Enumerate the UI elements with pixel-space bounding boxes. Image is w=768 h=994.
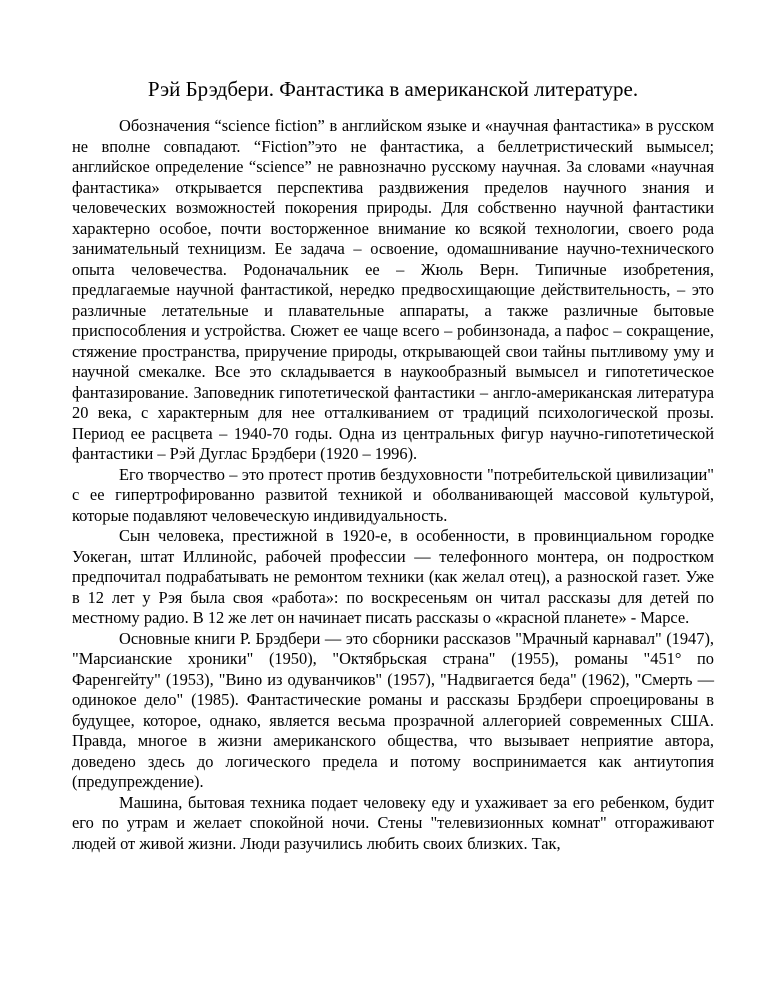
paragraph-biography: Сын человека, престижной в 1920-е, в особенности, в провинциальном городке Уокеган, штат Иллинойс, рабочей профессии — телефонного монтера, он подростком предпочитал подрабатывать не ремонтом техники (как желал отец), а разноской газет. Уже в 12 лет у Рэя была своя «работа»: по воскресеньям он читал рассказы для детей по местному радио. В 12 же лет он начинает писать рассказы о «красной планете» - Марсе. — [72, 526, 714, 627]
document-page — [72, 0, 714, 854]
paragraph-creative-protest: Его творчество – это протест против бездуховности "потребительской цивилизации" с ее гипертрофированно развитой техникой и оболванивающей массовой культурой, которые подавляют человеческую индивидуальность. — [72, 464, 714, 525]
document-body — [72, 116, 714, 854]
paragraph-machines: Машина, бытовая техника подает человеку еду и ухаживает за его ребенком, будит его по утрам и желает спокойной ночи. Стены "телевизионных комнат" отгораживают людей от живой жизни. Люди разучились любить своих близких. Так, — [72, 792, 714, 853]
paragraph-main-books: Основные книги Р. Брэдбери — это сборники рассказов "Мрачный карнавал" (1947), "Марсианские хроники" (1950), "Октябрьская страна" (1955), романы "451° по Фаренгейту" (1953), "Вино из одуванчиков" (1957), "Надвигается беда" (1962), "Смерть — одинокое дело" (1985). Фантастические романы и рассказы Брэдбери спроецированы в будущее, которое, однако, является весьма прозрачной аллегорией современных США. Правда, многое в жизни американского общества, что вызывает неприятие автора, доведено здесь до логического предела и потому воспринимается как антиутопия (предупреждение). — [72, 628, 714, 791]
paragraph-science-fiction-intro: Обозначения “science fiction” в английском языке и «научная фантастика» в русском не вполне совпадают. “Fiction”это не фантастика, а беллетристический вымысел; английское определение “science” не равнозначно русскому научная. За словами «научная фантастика» открывается перспектива раздвижения пределов научного знания и человеческих возможностей покорения природы. Для собственно научной фантастики характерно особое, почти восторженное внимание ко всякой технологии, своего рода занимательный техницизм. Ее задача – освоение, одомашнивание научно-технического опыта человечества. Родоначальник ее – Жюль Верн. Типичные изобретения, предлагаемые научной фантастикой, нередко предвосхищающие действительность, – это различные летательные и плавательные аппараты, а также различные бытовые приспособления и устройства. Сюжет ее чаще всего – робинзонада, а пафос – сокращение, стяжение пространства, приручение природы, открывающей свои тайны пытливому уму и научной смекалке. Все это складывается в наукообразный вымысел и гипотетическое фантазирование. Заповедник гипотетической фантастики – англо-американская литература 20 века, с характерным для нее отталкиванием от традиций психологической прозы. Период ее расцвета – 1940-70 годы. Одна из центральных фигур научно-гипотетической фантастики – Рэй Дуглас Брэдбери (1920 – 1996). — [72, 116, 714, 463]
document-title: Рэй Брэдбери. Фантастика в американской литературе. — [147, 77, 639, 101]
